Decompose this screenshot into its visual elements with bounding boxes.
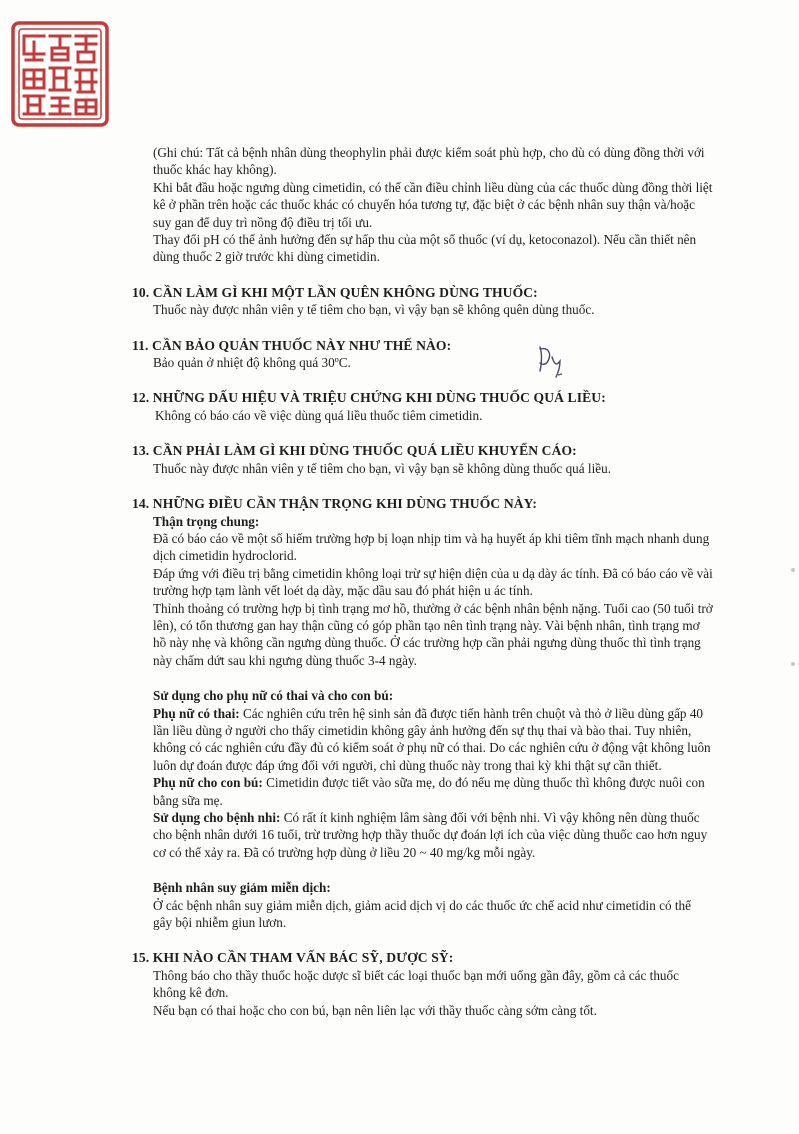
section-12-title: 12. NHỮNG DẤU HIỆU VÀ TRIỆU CHỨNG KHI DÙNG THUỐC QUÁ LIỀU:: [132, 390, 606, 406]
immunocompromised-title: Bệnh nhân suy giảm miễn dịch:: [153, 880, 331, 896]
section-11-title: 11. CẦN BẢO QUẢN THUỐC NÀY NHƯ THẾ NÀO:: [132, 337, 452, 353]
section-15-line: Thông báo cho thầy thuốc hoặc dược sĩ biết các loại thuốc bạn mới uống gần đây, gồm cả các thuốc không kê đơn.: [153, 967, 679, 1001]
section-12-text: Không có báo cáo về việc dùng quá liều thuốc tiêm cimetidin.: [155, 407, 483, 423]
general-precaution-paragraph: Đã có báo cáo về một số hiếm trường hợp bị loạn nhịp tim và hạ huyết áp khi tiêm tĩnh mạch nhanh dung dịch cimetidin hydroclorid.: [153, 530, 710, 564]
handwritten-initial-icon: [536, 343, 566, 381]
general-precaution-paragraph: Thỉnh thoảng có trường hợp bị tình trạng mơ hồ, thường ở các bệnh nhân bệnh nặng. Tuổi cao (50 tuổi trở lên), có tổn thương gan hay thận cũng có góp phần tạo nên tình trạng này. Vài bệnh nhân, tình trạng mơ hồ này nhẹ và không cần ngưng dùng thuốc. Ở các trường hợp cần phải ngưng dùng thuốc thì tình trạng này chấm dứt sau khi ngưng dùng thuốc 3-4 ngày.: [153, 600, 713, 668]
intro-notes: [153, 144, 713, 266]
breastfeeding-text: Cimetidin được tiết vào sữa mẹ, do đó nếu mẹ dùng thuốc thì không được nuôi con bằng sữa mẹ.: [153, 775, 705, 808]
pediatric-text: Có rất ít kinh nghiệm lâm sàng đối với bệnh nhi. Vì vậy không nên dùng thuốc cho bệnh nhân dưới 16 tuổi, trừ trường hợp thầy thuốc dự đoán lợi ích của việc dùng thuốc cao hơn nguy cơ có thể xảy ra. Đã có trường hợp dùng ở liều 20 ~ 40 mg/kg mỗi ngày.: [153, 810, 708, 860]
section-13-title: 13. CẦN PHẢI LÀM GÌ KHI DÙNG THUỐC QUÁ LIỀU KHUYẾN CÁO:: [132, 443, 577, 459]
general-precautions-title: Thận trọng chung:: [153, 513, 260, 529]
ph-paragraph: Thay đổi pH có thể ảnh hưởng đến sự hấp thu của một số thuốc (ví dụ, ketoconazol). Nếu cần thiết nên dùng thuốc 2 giờ trước khi dùng cimetidin.: [153, 232, 697, 265]
pregnant-text: Các nghiên cứu trên hệ sinh sản đã được tiến hành trên chuột và thỏ ở liều dùng gấp 40 lần liều dùng ở người cho thấy cimetidin không gây ảnh hưởng đến sự thụ thai và bào thai. Tuy nhiên, không có các nghiên cứu đầy đủ có kiểm soát ở phụ nữ có thai. Do các nghiên cứu ở động vật không luôn luôn dự đoán được đáp ứng đối với người, chỉ dùng thuốc này trong thai kỳ khi thật sự cần thiết.: [153, 705, 711, 773]
breastfeeding-label: Phụ nữ cho con bú:: [153, 775, 263, 791]
pregnant-paragraph: [153, 705, 713, 775]
red-square-seal-icon: [10, 20, 110, 128]
general-precaution-paragraph: Đáp ứng với điều trị bằng cimetidin không loại trừ sự hiện diện của u dạ dày ác tính. Đã có báo cáo về vài trường hợp tạm lành vết loét dạ dày, mặc dầu sau đó phát hiện u ác tính.: [153, 565, 713, 599]
pregnant-label: Phụ nữ có thai:: [153, 705, 240, 721]
section-13-text: Thuốc này được nhân viên y tế tiêm cho bạn, vì vậy bạn sẽ không dùng thuốc quá liều.: [153, 460, 611, 476]
pediatric-label: Sử dụng cho bệnh nhi:: [153, 810, 281, 825]
adjustment-paragraph: Khi bắt đầu hoặc ngưng dùng cimetidin, có thể cần điều chỉnh liều dùng của các thuốc dùng đồng thời liệt kê ở phần trên hoặc các thuốc khác có chuyển hóa tương tự, đặc biệt ở các bệnh nhân suy thận và/hoặc suy gan để duy trì nồng độ điều trị tối ưu.: [153, 179, 713, 230]
note-paragraph: (Ghi chú: Tất cả bệnh nhân dùng theophylin phải được kiểm soát phù hợp, cho dù có dùng đồng thời với thuốc khác hay không).: [153, 145, 705, 178]
section-11-text: Bảo quản ở nhiệt độ không quá 30ºC.: [153, 355, 351, 371]
section-14-title: 14. NHỮNG ĐIỀU CẦN THẬN TRỌNG KHI DÙNG THUỐC NÀY:: [132, 496, 537, 512]
document-body: [132, 144, 713, 1019]
section-15-line: Nếu bạn có thai hoặc cho con bú, bạn nên liên lạc với thầy thuốc càng sớm càng tốt.: [153, 1002, 597, 1018]
pregnancy-section-title: Sử dụng cho phụ nữ có thai và cho con bú:: [153, 688, 394, 704]
section-10-text: Thuốc này được nhân viên y tế tiêm cho bạn, vì vậy bạn sẽ không quên dùng thuốc.: [153, 302, 595, 318]
pediatric-paragraph: [153, 809, 713, 861]
section-10-title: 10. CẦN LÀM GÌ KHI MỘT LẦN QUÊN KHÔNG DÙNG THUỐC:: [132, 284, 538, 300]
section-15-title: 15. KHI NÀO CẦN THAM VẤN BÁC SỸ, DƯỢC SỸ:: [132, 950, 454, 966]
scan-artifact-dot: [791, 568, 795, 572]
breastfeeding-paragraph: [153, 774, 713, 809]
scan-artifact-dot: [791, 662, 795, 666]
immunocompromised-text: Ở các bệnh nhân suy giảm miễn dịch, giảm acid dịch vị do các thuốc ức chế acid như cimetidin có thể gây bội nhiễm giun lươn.: [153, 897, 691, 931]
